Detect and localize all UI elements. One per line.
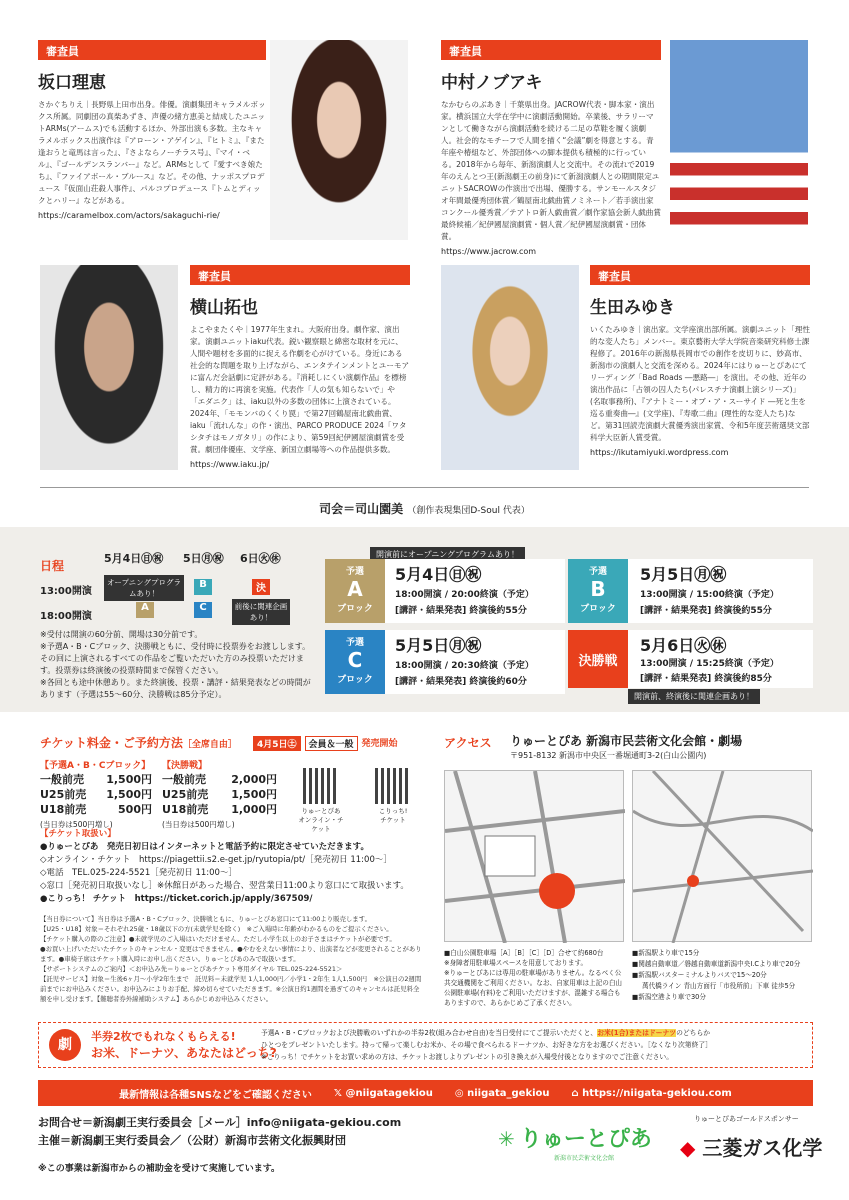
judge-ikuta <box>590 265 810 457</box>
qr-code-icon <box>303 768 339 804</box>
judge-tag: 審査員 <box>590 265 810 285</box>
transit-info <box>632 948 812 1003</box>
final-badge: 決勝戦 <box>568 630 628 688</box>
parking-line: ※りゅーとぴあには専用の駐車場がありません。なるべく公共交通機関をご利用ください。なお、自家用車は上記の白山公園駐車場(有料)をご利用いただけますが、混雑する場合もありますので、あらかじめご了承ください。 <box>444 969 623 1007</box>
ryutopia-logo-icon: ✳ <box>498 1127 515 1151</box>
qr-caption: りゅーとぴあ オンライン・チケット <box>298 807 344 833</box>
judge-bio: よこやまたくや｜1977年生まれ。大阪府出身。劇作家、演出家。演劇ユニットiaku代表。鋭い観察眼と綿密な取材を元に、人間や題材を多面的に捉える作劇を心がけている。身近にある社会的な問題を取り上げながら、エンタテインメントとユーモアに富んだ会話劇に定評がある。『消耗しにくい演劇作品』を標榜し、精力的に再演を実施。代表作「人の気も知らないで」や「エダニク」は、iaku以外の多数の団体に上演されている。2024年、「モモンバのくくり罠」で第27回鶴屋南北戯曲賞、iaku「流れんな」の作・演出、PARCO PRODUCE 2024「ワタシタチはモノガタリ」の作により、第59回紀伊國屋演劇賞を受賞。劇団俳優座、文学座、新国立劇場等への作品提供多数。 <box>190 325 410 454</box>
venue-marker-icon <box>687 875 699 887</box>
price: 1,000円 <box>231 803 277 816</box>
date: 5月6日㊋㊡ <box>640 636 727 655</box>
day1: 5月4日㊐㊗ <box>104 552 164 565</box>
letter: B <box>590 577 606 601</box>
ticket-section <box>0 720 849 1025</box>
yosen: 予選 <box>345 638 364 648</box>
host-line: 主催＝新潟劇王実行委員会／（公財）新潟市芸術文化振興財団 <box>38 1134 346 1147</box>
note: ※各回とも途中休憩あり。また終演後、投票・講評・結果発表などの時間があります（予選は55〜60分、決勝戦は85分予定）。 <box>40 678 311 699</box>
sponsor-logo <box>680 1132 822 1161</box>
yosen: 予選 <box>345 567 364 577</box>
letter: A <box>347 577 363 601</box>
info: [講評・結果発表] 終演後約85分 <box>640 674 772 684</box>
instagram-icon: ◎ <box>454 1087 468 1099</box>
map-local-svg <box>445 771 625 943</box>
time: 13:00開演 / 15:25終演（予定） <box>640 659 779 669</box>
block: ブロック <box>337 604 373 614</box>
note: 【U25・U18】対象＝それぞれ25歳・18歳以下の方(未就学児を除く) ※ご入場時に年齢がわかるものをご提示ください。 <box>40 925 393 933</box>
time: 13:00開演 / 15:00終演（予定） <box>640 590 779 600</box>
qr-code-icon <box>375 768 411 804</box>
slot-a: A <box>136 602 154 618</box>
block: ブロック <box>580 604 616 614</box>
transit-line: ■新潟駅より車で15分 <box>632 949 700 957</box>
ticket-title <box>40 734 237 751</box>
final-prices <box>162 772 277 832</box>
sns-x[interactable] <box>334 1088 433 1099</box>
slot-final: 決 <box>252 579 270 595</box>
gift-line: のどちらか <box>676 1029 711 1037</box>
price-type: U18前売 <box>162 803 209 816</box>
qr-corich[interactable] <box>368 768 418 824</box>
block-a-badge <box>325 559 385 623</box>
gift-line: 予選A・B・Cブロックおよび決勝戦のいずれかの半券2枚(組み合わせ自由)を当日受付にてご提示いただくと、 <box>261 1029 598 1037</box>
price: 1,500円 <box>106 788 152 801</box>
x-icon: 𝕏 <box>333 1087 346 1099</box>
time: 18:00開演 / 20:30終演（予定） <box>395 661 534 671</box>
map-road <box>633 771 813 943</box>
footer-info <box>38 1114 401 1178</box>
block: ブロック <box>337 675 373 685</box>
judge-yokoyama <box>190 265 410 469</box>
day3: 6日㊋㊡ <box>240 552 281 565</box>
gift-sub: お米、ドーナツ、あなたはどっち? <box>91 1046 277 1060</box>
judge-url[interactable]: https://www.iaku.jp/ <box>190 460 270 469</box>
judge-url[interactable]: https://caramelbox.com/actors/sakaguchi-rie/ <box>38 211 220 220</box>
price-type: 一般前売 <box>162 773 206 786</box>
note: 【託児サービス】対象＝生後6ヶ月〜小学2年生まで 託児料＝未就学児 1人1,000円／小学1・2年生 1人1,500円 ※公演日の2週間前までにお申込みください。お申込みによりお手配、締め切らせていただきます。※公演日約1週間を過ぎてのキャンセルは託児料全額を申し受けます。【難聴者券外線補助システム】あらかじめお申込みください。 <box>40 975 422 1003</box>
judge-photo-ikuta <box>441 265 579 470</box>
judge-name: 横山拓也 <box>190 298 258 318</box>
handling-label: 【チケット取扱い】 <box>40 829 116 839</box>
block-a <box>325 559 565 623</box>
contact-line[interactable]: お問合せ＝新潟劇王実行委員会［メール］info@niigata-gekiou.com <box>38 1116 402 1129</box>
extra-note: (当日券は500円増し) <box>162 820 235 829</box>
ticket-title-text: チケット料金・ご予約方法 <box>40 736 183 750</box>
judge-name: 坂口理恵 <box>38 73 106 93</box>
kanren-tag: 前後に関連企画あり！ <box>232 599 290 625</box>
date: 5月5日㊊㊗ <box>395 636 482 655</box>
transit-line: ■関越自動車道／磐越自動車道新潟中央I.Cより車で20分 <box>632 960 801 968</box>
tel-line[interactable]: ◇電話 TEL.025-224-5521［発売初日 11:00〜］ <box>40 868 237 878</box>
qr-ryutopia[interactable] <box>296 768 346 833</box>
seat-type: ［全席自由］ <box>182 740 237 750</box>
gift-text <box>261 1027 809 1063</box>
info: [講評・結果発表] 終演後約55分 <box>395 606 527 616</box>
judge-name: 中村ノブアキ <box>441 73 543 93</box>
mc-line <box>0 500 849 517</box>
ryutopia-line: ●りゅーとぴあ 発売日初日はインターネットと電話予約に限定させていただきます。 <box>40 842 369 852</box>
sns-web[interactable] <box>572 1088 732 1099</box>
judge-nakamura <box>441 40 661 256</box>
note: 【チケット購入の際のご注意】●未就学児のご入場はいただけません。ただし小学生以上のお子さまはチケットが必要です。 <box>40 935 396 943</box>
block-c-badge <box>325 630 385 694</box>
abc-label: 【予選A・B・Cブロック】 <box>40 761 151 771</box>
note: ※受付は開演の60分前、開場は30分前です。 <box>40 630 203 639</box>
sns-instagram[interactable] <box>455 1088 550 1099</box>
price-type: U18前売 <box>40 803 87 816</box>
day2: 5日㊊㊗ <box>183 552 224 565</box>
ig-handle: niigata_gekiou <box>467 1087 550 1099</box>
map-wide-svg <box>633 771 813 943</box>
map-wide <box>632 770 812 942</box>
mc-sub: （創作表現集団D-Soul 代表） <box>407 506 530 516</box>
judge-url[interactable]: https://ikutamiyuki.wordpress.com <box>590 448 729 457</box>
window-line: ◇窓口［発売初日取扱いなし］※休館日があった場合、翌営業日11:00より窓口にて取扱います。 <box>40 881 409 891</box>
price: 500円 <box>118 803 152 816</box>
mc-text: 司会＝司山園美 <box>319 502 404 516</box>
final-banner: 開演前、終演後に関連企画あり！ <box>628 689 760 704</box>
final-label: 【決勝戦】 <box>162 761 208 771</box>
judge-url[interactable]: https://www.jacrow.com <box>441 247 537 256</box>
note: 【サポートシステムのご案内】＜お申込み先＝りゅーとぴあチケット専用ダイヤル TEL.025-224-5521＞ <box>40 965 343 973</box>
opening-tag: オープニングプログラムあり！ <box>104 575 184 601</box>
judge-bio: さかぐちりえ｜長野県上田市出身。俳優。演劇集団キャラメルボックス所属。同劇団の真柴あずき、声優の緒方恵美と結成したユニットARMs(アームス)でも活動するほか、外部出演も多数。主なキャラメルボックス出演作は『アローン・アゲイン』、『ヒトミ』、『また逢おうと竜馬は言った』、『さよならノーチラス号』、『マイ・ベル』、『ゴールデンスランバー』など。ARMsとして『愛すべき娘たち』、『ファイアボール・ブルース』など。その他、ナッポスプロデュース『仮面山荘殺人事件』、パルコプロデュース『トムとディックとハリー』などがある。 <box>38 100 266 205</box>
gift-highlight: お米(1合)またはドーナツ <box>597 1029 677 1037</box>
x-handle: @niigatagekiou <box>345 1087 433 1099</box>
info: [講評・結果発表] 終演後約55分 <box>640 606 772 616</box>
gift-line: ひとつをプレゼントいたします。持って帰って楽しむお米か、その場で食べられるドーナツか、お好きな方をお選びください。［なくなり次第終了］ <box>261 1041 712 1049</box>
sns-bar <box>38 1080 813 1106</box>
extra-note: (当日券は500円増し) <box>40 820 113 829</box>
note: 【当日券について】当日券は予選A・B・Cブロック、決勝戦ともに、りゅーとぴあ窓口にて11:00より販売します。 <box>40 915 371 923</box>
note: ●お買い上げいただいたチケットのキャンセル・変更はできません。●やむをえない事情により、出演者などが変更されることがあります。●車椅子席はチケット購入時にお申し出ください。りゅーとぴあのみで取扱います。 <box>40 945 422 963</box>
time-1300: 13:00開演 <box>40 586 92 597</box>
venue-name: りゅーとぴあ 新潟市民芸術文化会館・劇場 <box>510 734 743 748</box>
schedule-section <box>0 527 849 712</box>
price-type: U25前売 <box>162 788 209 801</box>
mitsubishi-icon: ◆ <box>680 1136 703 1160</box>
ryutopia-logo-sub: 新潟市民芸術文化会館 <box>554 1155 615 1162</box>
parking-line: ※身障者用駐車場スペースを用意しております。 <box>444 959 588 967</box>
price: 1,500円 <box>106 773 152 786</box>
sale-start <box>253 736 398 751</box>
sponsor-name: 三菱ガス化学 <box>702 1136 823 1160</box>
judge-bio: なかむらのぶあき｜千葉県出身。JACROW代表・脚本家・演出家。横浜国立大学在学中に演劇活動開始。卒業後、サラリーマンとして働きながら演劇活動を続ける二足の草鞋を履く演劇人。社会的なモチーフで人間を描く“会議”劇を得意とする。青年座や椿組など、外部団体への脚本提供も積極的に行っている。2018年から毎年、新潟演劇人と交流中。その流れで2019年のえんとつ王(新潟劇王の前身)にて新潟演劇人との期間限定ユニットSACROWの作演出で出場、優勝する。サンモールスタジオ年間最優秀団体賞／鶴屋南北戯曲賞ノミネート／若手演出家コンクール優秀賞／テアトロ新人戯曲賞／劇作家協会新人戯曲賞最終候補／紀伊國屋演劇賞・個人賞／紀伊國屋演劇賞・団体賞。 <box>441 100 661 241</box>
opening-banner: 開演前にオープニングプログラムあり！ <box>370 547 525 562</box>
sale-date: 4月5日㊏ <box>253 736 301 751</box>
yosen: 予選 <box>588 567 607 577</box>
transit-line: ■新潟駅バスターミナルよりバスで15〜20分 <box>632 971 767 979</box>
access-title: アクセス <box>444 736 492 750</box>
map-local <box>444 770 624 942</box>
note: ※予選A・B・Cブロック、決勝戦ともに、受付時に投票券をお渡しします。その回に上演されるすべての作品をご覧いただいた方のみ投票いただけます。投票券は終演後の投票時間まで保管ください。 <box>40 642 311 675</box>
map-park <box>485 836 535 876</box>
time-1800: 18:00開演 <box>40 611 92 622</box>
time: 18:00開演 / 20:00終演（予定） <box>395 590 534 600</box>
block-b-badge <box>568 559 628 623</box>
judge-bio: いくたみゆき｜演出家。文学座演出部所属。演劇ユニット「理性的な変人たち」メンバー。東京藝術大学大学院音楽研究科修士課程修了。2016年の新潟県長岡市での創作を皮切りに、妙高市、新潟市の演劇人と交流を深める。2024年にはりゅーとぴあにてリーディング「Bad Roads ―悪路―」を演出。その他、近年の演出作品に「占領の囚人たち(パレスチナ演劇上演シリーズ)」(名取事務所)、『アナトミー・オブ・ア・スーサイド ―死と生を巡る重奏曲―』(文学座)、『寿歌二曲』(理性的な変人たち)など。第31回読売演劇大賞優秀演出家賞、令和5年度芸術選奨文部科学大臣新人賞受賞。 <box>590 325 810 442</box>
parking-info <box>444 948 624 1008</box>
judge-tag: 審査員 <box>38 40 266 60</box>
price-type: U25前売 <box>40 788 87 801</box>
price-type: 一般前売 <box>40 773 84 786</box>
venue-marker-icon <box>539 873 575 909</box>
gift-box <box>38 1022 813 1068</box>
sponsor-lead: りゅーとぴあゴールドスポンサー <box>694 1115 799 1123</box>
price: 2,000円 <box>231 773 277 786</box>
judge-name: 生田みゆき <box>590 298 675 318</box>
judge-photo-yokoyama <box>40 265 178 470</box>
judge-photo-nakamura <box>670 40 808 245</box>
subsidy-note: ※この事業は新潟市からの補助金を受けて実施しています。 <box>38 1164 281 1174</box>
date: 5月4日㊐㊗ <box>395 565 482 584</box>
online-line[interactable]: ◇オンライン・チケット https://piagettii.s2.e-get.jp/ryutopia/pt/［発売初日 11:00〜］ <box>40 855 392 865</box>
venue-addr: 〒951-8132 新潟市中央区一番堀通町3-2(白山公園内) <box>510 751 707 760</box>
sale-who: 会員＆一般 <box>305 736 358 751</box>
ticket-notes <box>40 914 425 1004</box>
judge-tag: 審査員 <box>190 265 410 285</box>
qr-caption: こりっち! チケット <box>378 807 408 824</box>
sale-label: 発売開始 <box>361 739 398 749</box>
transit-line: 萬代橋ライン 青山方面行「市役所前」下車 徒歩5分 <box>642 982 796 990</box>
divider <box>40 487 809 488</box>
ryutopia-logo <box>498 1122 652 1162</box>
transit-line: ■新潟空港より車で30分 <box>632 993 706 1001</box>
date: 5月5日㊊㊗ <box>640 565 727 584</box>
letter: C <box>347 648 363 672</box>
schedule-label: 日程 <box>40 559 65 573</box>
web-url: https://niigata-gekiou.com <box>582 1087 732 1099</box>
judge-photo-sakaguchi <box>270 40 408 240</box>
block-c <box>325 630 565 694</box>
judge-sakaguchi <box>38 40 266 220</box>
block-b <box>568 559 813 623</box>
slot-b: B <box>194 579 212 595</box>
gift-title: 半券2枚でもれなくもらえる! <box>91 1030 236 1043</box>
slot-c: C <box>194 602 212 618</box>
home-icon: ⌂ <box>571 1087 583 1099</box>
schedule-notes <box>40 629 312 701</box>
judge-tag: 審査員 <box>441 40 661 60</box>
abc-prices <box>40 772 152 832</box>
block-final <box>568 630 813 688</box>
info: [講評・結果発表] 終演後約60分 <box>395 677 527 687</box>
geki-badge-icon: 劇 <box>49 1029 81 1061</box>
ticket-handling <box>40 828 425 906</box>
corich-line[interactable]: ●こりっち！ チケット https://ticket.corich.jp/apply/367509/ <box>40 894 313 904</box>
parking-line: ■白山公園駐車場［A］［B］［C］［D］合せて約680台 <box>444 949 604 957</box>
ryutopia-logo-text: りゅーとぴあ <box>519 1127 652 1152</box>
gift-line: ※こりっち！でチケットをお買い求めの方は、チケットお渡しよりプレゼントの引き換えが入場受付後となりますのでご注意ください。 <box>261 1053 674 1061</box>
sns-lead: 最新情報は各種SNSなどをご確認ください <box>119 1089 312 1101</box>
price: 1,500円 <box>231 788 277 801</box>
